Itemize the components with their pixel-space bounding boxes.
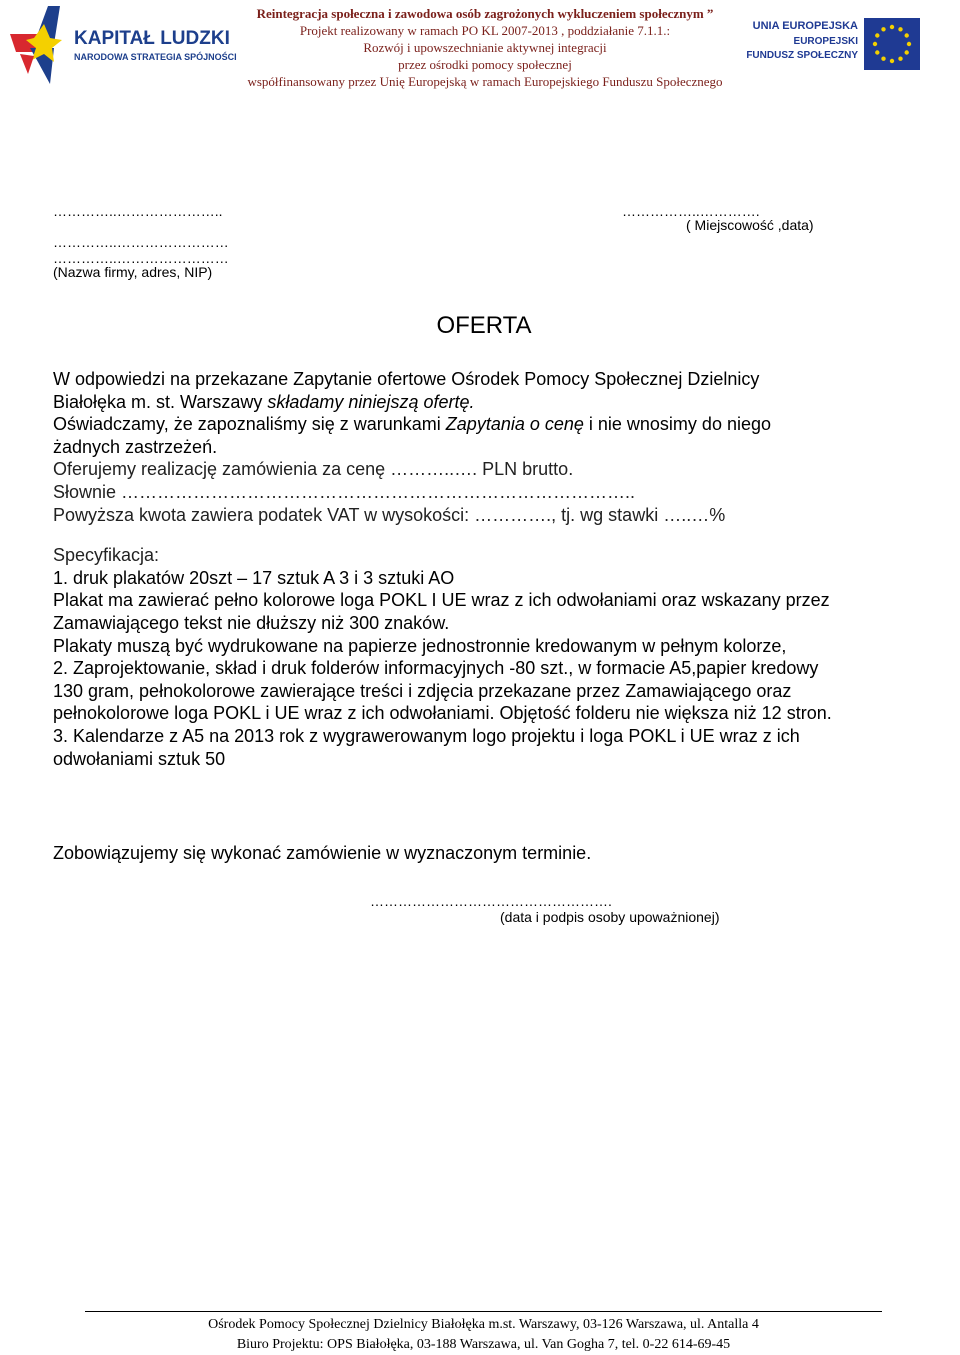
logo-title: KAPITAŁ LUDZKI <box>74 28 230 49</box>
commitment-line: Zobowiązujemy się wykonać zamówienie w wyznaczonym terminie. <box>53 843 592 863</box>
header-line-3: Rozwój i upowszechnianie aktywnej integracji <box>363 40 607 55</box>
header-line-2: Projekt realizowany w ramach PO KL 2007-2013 , poddziałanie 7.1.1.: <box>299 23 671 38</box>
signature-dots: ……………………………………………. <box>370 893 612 909</box>
declaration-line-2: żadnych zastrzeżeń. <box>53 436 218 457</box>
kapital-ludzki-logo <box>8 4 238 86</box>
project-header <box>230 5 740 90</box>
declaration-italic: Zapytania o cenę <box>445 414 584 435</box>
logo-subtitle: NARODOWA STRATEGIA SPÓJNOŚCI <box>74 52 237 62</box>
specification-label: Specyfikacja: <box>53 545 160 566</box>
spec-line-3: Zamawiającego tekst nie dłuższy niż 300 znaków. <box>53 612 450 633</box>
body-paragraph <box>53 368 832 770</box>
company-label: (Nazwa firmy, adres, NIP) <box>53 264 213 280</box>
declaration-tail: i nie wnosimy do niego <box>583 414 771 435</box>
spec-line-1: 1. druk plakatów 20szt – 17 sztuk A 3 i 3 sztuki AO <box>53 567 455 588</box>
intro-line-2-italic: składamy niniejszą ofertę. <box>267 391 475 412</box>
vat-line: Powyższa kwota zawiera podatek VAT w wysokości: …………., tj. wg stawki …..…% <box>53 504 726 525</box>
declaration-line-1 <box>53 413 832 436</box>
price-line: Oferujemy realizację zamówienia za cenę ………..…. PLN brutto. <box>53 459 574 480</box>
spec-line-7: pełnokolorowe loga POKL i UE wraz z ich odwołaniami. Objętość folderu nie większa niż 12 stron. <box>53 703 832 724</box>
footer-line-2: Biuro Projektu: OPS Białołęka, 03-188 Warszawa, ul. Van Gogha 7, tel. 0-22 614-69-45 <box>236 1337 731 1352</box>
footer <box>85 1315 882 1355</box>
eu-logo-line-3: FUNDUSZ SPOŁECZNY <box>746 50 858 61</box>
spec-line-9: odwołaniami sztuk 50 <box>53 748 226 769</box>
footer-line-1: Ośrodek Pomocy Społecznej Dzielnicy Białołęka m.st. Warszawy, 03-126 Warszawa, ul. Antalla 4 <box>208 1317 759 1332</box>
declaration-text: Oświadczamy, że zapoznaliśmy się z warunkami <box>53 414 446 435</box>
spec-line-8: 3. Kalendarze z A5 na 2013 rok z wygrawerowanym logo projektu i loga POKL i UE wraz z ich <box>53 725 800 746</box>
header-line-4: przez ośrodki pomocy społecznej <box>398 57 572 72</box>
intro-line-1: W odpowiedzi na przekazane Zapytanie ofertowe Ośrodek Pomocy Społecznej Dzielnicy <box>53 369 760 389</box>
price-words-line: Słownie ………………………………………………………………………….. <box>53 481 636 502</box>
place-date-dots: ……………..…………. <box>622 203 760 219</box>
eu-logo-line-2: EUROPEJSKI <box>793 36 858 47</box>
company-dots-3: …………..…………………… <box>53 250 229 266</box>
spec-line-6: 130 gram, pełnokolorowe zawierające treści i zdjęcia przekazane przez Zamawiającego oraz <box>53 680 792 701</box>
signature-label: (data i podpis osoby upoważnionej) <box>500 909 720 925</box>
place-date-label: ( Miejscowość ,data) <box>686 217 814 233</box>
spec-line-5: 2. Zaprojektowanie, skład i druk folderów informacyjnych -80 szt., w formacie A5,papier kredowy <box>53 658 819 679</box>
company-dots-1: …………..………………….. <box>53 203 223 219</box>
footer-divider <box>85 1311 882 1312</box>
header-line-5: współfinansowany przez Unię Europejską w ramach Europejskiego Funduszu Społecznego <box>247 74 723 89</box>
eu-logo-line-1: UNIA EUROPEJSKA <box>752 20 858 32</box>
intro-line-2-text: Białołęka m. st. Warszawy <box>53 391 268 412</box>
company-dots-2: …………..…………………… <box>53 234 229 250</box>
page-title: OFERTA <box>436 312 532 339</box>
eu-flag-icon <box>864 18 920 70</box>
spec-line-2: Plakat ma zawierać pełno kolorowe loga POKL I UE wraz z ich odwołaniami oraz wskazany przez <box>53 590 830 611</box>
spec-line-4: Plakaty muszą być wydrukowane na papierze jednostronnie kredowanym w pełnym kolorze, <box>53 635 787 656</box>
intro-line-2 <box>53 391 832 414</box>
eu-logo <box>746 18 920 72</box>
header-line-1: Reintegracja społeczna i zawodowa osób zagrożonych wykluczeniem społecznym ” <box>256 6 714 21</box>
